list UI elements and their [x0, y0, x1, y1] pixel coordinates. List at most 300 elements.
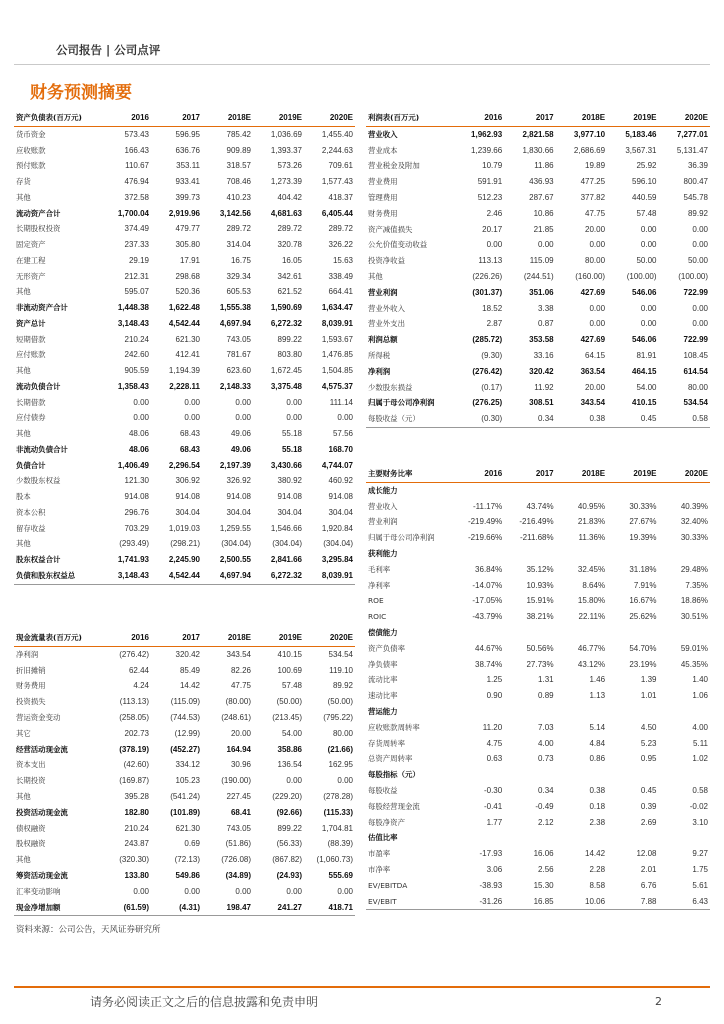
- value-cell: 55.18: [281, 444, 302, 454]
- value-cell: 326.22: [328, 240, 353, 249]
- value-cell: (276.42): [119, 649, 149, 659]
- value-cell: [453, 546, 504, 562]
- value-cell: 781.67: [226, 350, 251, 360]
- value-cell: 636.76: [175, 145, 200, 155]
- value-cell: 1,593.67: [321, 334, 353, 344]
- table-row: [366, 316, 710, 332]
- value-cell: 623.60: [226, 366, 251, 375]
- value-cell: 2,148.33: [219, 381, 251, 391]
- value-cell: 460.92: [328, 476, 353, 486]
- value-cell: (169.87): [119, 776, 149, 786]
- value-cell: 11.86: [534, 161, 554, 171]
- value-cell: 2,228.11: [169, 381, 200, 391]
- value-cell: 545.78: [683, 192, 708, 202]
- value-cell: 11.36%: [578, 533, 606, 543]
- table-row: [366, 269, 710, 285]
- value-cell: 0.00: [286, 886, 302, 896]
- value-cell: 27.67%: [629, 517, 657, 527]
- value-cell: 7.88: [607, 894, 658, 910]
- table-title: 主要财务比率: [366, 466, 453, 482]
- value-cell: 7.03: [538, 722, 554, 732]
- value-cell: 18.86%: [680, 596, 708, 606]
- table-row: [366, 609, 710, 625]
- value-cell: -31.26: [453, 894, 504, 910]
- value-cell: 0.69: [184, 839, 200, 849]
- row-label: 其他: [16, 791, 31, 801]
- table-row: [14, 237, 355, 253]
- row-label: 现金净增加额: [14, 900, 100, 916]
- value-cell: 914.08: [277, 492, 302, 501]
- row-label: 营业利润: [368, 517, 398, 527]
- row-label: 市盈率: [368, 849, 391, 859]
- value-cell: 4,542.44: [151, 568, 202, 584]
- table-row: [14, 900, 355, 916]
- value-cell: 54.70%: [629, 643, 657, 653]
- value-cell: 377.82: [580, 192, 606, 202]
- row-label: 投资损失: [16, 697, 46, 707]
- value-cell: [659, 625, 711, 641]
- value-cell: 305.80: [175, 240, 200, 249]
- table-header-row: [14, 630, 355, 646]
- value-cell: 5.11: [693, 738, 708, 748]
- row-label: EV/EBIT: [366, 894, 453, 910]
- value-cell: 81.91: [636, 350, 657, 360]
- value-cell: 314.04: [226, 240, 251, 249]
- value-cell: [504, 625, 555, 641]
- value-cell: (867.82): [272, 855, 302, 865]
- value-cell: 5,183.46: [625, 129, 657, 139]
- value-cell: 168.70: [328, 444, 353, 454]
- value-cell: (258.05): [119, 712, 149, 722]
- value-cell: 1,259.55: [219, 523, 251, 533]
- value-cell: 0.00: [640, 319, 657, 329]
- row-label: 利润总额: [368, 335, 398, 345]
- value-cell: 0.87: [538, 319, 554, 329]
- value-cell: 477.25: [580, 177, 606, 187]
- value-cell: 7.91%: [633, 580, 657, 590]
- table-header-row: [14, 110, 355, 126]
- value-cell: [607, 704, 658, 720]
- value-cell: 80.00: [687, 382, 708, 392]
- value-cell: 703.29: [124, 523, 149, 533]
- row-label: 归属于母公司净利润: [368, 533, 435, 543]
- value-cell: 45.35%: [680, 659, 708, 669]
- value-cell: [556, 830, 607, 846]
- value-cell: 1,358.43: [117, 381, 149, 391]
- value-cell: (21.66): [327, 744, 353, 754]
- value-cell: 1,476.85: [321, 350, 353, 360]
- value-cell: -11.17%: [472, 501, 503, 511]
- value-cell: (72.13): [174, 855, 200, 865]
- value-cell: (115.09): [170, 697, 200, 707]
- row-label: 成长能力: [368, 485, 398, 495]
- value-cell: 1,622.48: [168, 303, 200, 312]
- row-label: EV/EBITDA: [368, 880, 408, 890]
- value-cell: 785.42: [226, 129, 251, 139]
- row-label: 营业收入: [368, 129, 398, 139]
- row-label: 股本: [16, 492, 31, 501]
- value-cell: 334.12: [175, 760, 200, 770]
- value-cell: 15.80%: [577, 596, 606, 606]
- row-label: 资产总计: [16, 318, 46, 328]
- table-row: [366, 799, 710, 815]
- row-label: 公允价值变动收益: [368, 240, 428, 250]
- value-cell: 5.61: [692, 880, 708, 890]
- value-cell: 48.06: [128, 429, 149, 438]
- value-cell: (92.66): [276, 807, 302, 817]
- value-cell: 296.76: [124, 507, 149, 517]
- table-row: [366, 499, 710, 515]
- value-cell: 2,919.96: [168, 208, 200, 218]
- row-label: 财务费用: [16, 681, 46, 691]
- row-label: 留存收益: [16, 523, 46, 533]
- value-cell: 2.12: [538, 817, 554, 827]
- value-cell: 464.15: [632, 366, 657, 376]
- value-cell: (795.22): [323, 712, 353, 722]
- table-row: [366, 174, 710, 190]
- value-cell: 899.22: [277, 823, 302, 833]
- table-row: [14, 206, 355, 222]
- value-cell: 18.52: [482, 303, 503, 313]
- row-label: 应收账款周转率: [368, 722, 420, 732]
- row-label: 其它: [16, 728, 31, 738]
- value-cell: 11.20: [482, 722, 503, 732]
- value-cell: 1,590.69: [270, 303, 302, 312]
- value-cell: 440.59: [632, 192, 657, 202]
- row-label: 财务费用: [368, 208, 398, 218]
- value-cell: 119.10: [329, 665, 353, 675]
- value-cell: 2,841.66: [270, 555, 302, 564]
- value-cell: 30.51%: [680, 612, 708, 622]
- value-cell: 4.50: [640, 722, 657, 732]
- table-row: [366, 830, 710, 846]
- row-label: 速动比率: [368, 691, 398, 701]
- value-cell: 3,148.43: [100, 568, 151, 584]
- table-row: [14, 789, 355, 805]
- row-label: 股东权益合计: [16, 555, 61, 564]
- value-cell: 0.73: [538, 754, 554, 764]
- row-label: 营业税金及附加: [368, 161, 420, 171]
- table-row: [14, 489, 355, 505]
- value-cell: 0.00: [133, 397, 149, 407]
- value-cell: 31.18%: [629, 564, 657, 574]
- value-cell: 38.21%: [526, 612, 554, 622]
- year-header: 2017: [151, 630, 202, 646]
- value-cell: 89.92: [332, 681, 353, 691]
- table-title: 资产负债表(百万元): [14, 110, 100, 126]
- value-cell: 343.54: [580, 398, 606, 408]
- table-row: [366, 846, 710, 862]
- value-cell: 57.48: [281, 681, 302, 691]
- table-row: [14, 884, 355, 900]
- table-row: [366, 206, 710, 222]
- value-cell: 4.75: [486, 738, 503, 748]
- value-cell: 591.91: [477, 177, 503, 187]
- value-cell: [556, 704, 607, 720]
- value-cell: 0.00: [337, 776, 353, 786]
- value-cell: 905.59: [124, 366, 149, 375]
- value-cell: (278.28): [323, 791, 353, 801]
- value-cell: 0.00: [235, 413, 251, 423]
- row-label: 估值比率: [368, 833, 398, 843]
- value-cell: 4.84: [589, 738, 606, 748]
- value-cell: 166.43: [124, 145, 149, 155]
- value-cell: 1,448.38: [117, 303, 149, 312]
- value-cell: 21.85: [533, 224, 554, 234]
- value-cell: 23.19%: [629, 659, 657, 669]
- value-cell: 50.00: [636, 256, 657, 266]
- value-cell: -0.49: [535, 801, 554, 811]
- value-cell: 115.09: [529, 256, 554, 266]
- value-cell: 3,977.10: [573, 129, 606, 139]
- row-label: 筹资活动现金流: [16, 870, 68, 880]
- value-cell: [504, 482, 555, 498]
- value-cell: 1.13: [589, 691, 606, 701]
- value-cell: 19.39%: [629, 533, 657, 543]
- value-cell: 2.87: [486, 319, 503, 329]
- value-cell: 304.04: [175, 507, 200, 517]
- value-cell: 914.08: [226, 492, 251, 501]
- table-row: [366, 143, 710, 159]
- value-cell: -43.79%: [472, 612, 503, 622]
- value-cell: 1.40: [692, 675, 708, 685]
- value-cell: 0.89: [538, 691, 554, 701]
- value-cell: 614.54: [683, 366, 708, 376]
- value-cell: 182.80: [124, 807, 149, 817]
- value-cell: 0.00: [337, 886, 353, 896]
- value-cell: 15.30: [533, 880, 554, 890]
- table-row: [14, 190, 355, 206]
- row-label: 其他: [16, 855, 31, 865]
- value-cell: 914.08: [124, 492, 149, 501]
- value-cell: 358.86: [277, 744, 302, 754]
- table-row: [14, 646, 355, 662]
- value-cell: [504, 767, 555, 783]
- row-label: 无形资产: [16, 271, 46, 281]
- value-cell: -211.68%: [519, 533, 554, 543]
- row-label: 营运资金变动: [16, 712, 61, 722]
- value-cell: 0.00: [235, 886, 251, 896]
- value-cell: 0.45: [640, 785, 657, 795]
- value-cell: [659, 482, 711, 498]
- value-cell: (101.89): [170, 807, 200, 817]
- value-cell: 0.45: [607, 411, 658, 427]
- value-cell: 0.00: [589, 319, 606, 329]
- table-row: [14, 852, 355, 868]
- value-cell: (213.45): [272, 712, 302, 722]
- value-cell: 803.80: [277, 350, 302, 360]
- row-label: 营业外收入: [368, 303, 405, 313]
- value-cell: 36.39: [687, 161, 708, 171]
- value-cell: 546.06: [632, 287, 657, 297]
- value-cell: 80.00: [585, 256, 606, 266]
- value-cell: 21.83%: [577, 517, 606, 527]
- value-cell: 0.39: [640, 801, 657, 811]
- row-label: 其他: [16, 366, 31, 375]
- value-cell: (744.53): [170, 712, 200, 722]
- value-cell: 0.00: [640, 303, 657, 313]
- value-cell: 3,295.84: [321, 555, 353, 564]
- table-row: [14, 473, 355, 489]
- value-cell: 621.52: [277, 287, 302, 297]
- value-cell: [659, 704, 711, 720]
- value-cell: -17.05%: [472, 596, 503, 606]
- table-row: [366, 222, 710, 238]
- row-label: 短期借款: [16, 334, 46, 344]
- value-cell: 4,575.37: [321, 381, 353, 391]
- value-cell: (293.49): [119, 539, 149, 549]
- value-cell: 914.08: [175, 492, 200, 501]
- value-cell: (34.89): [225, 870, 251, 880]
- row-label: 投资净收益: [368, 256, 405, 266]
- value-cell: 62.44: [128, 665, 149, 675]
- value-cell: 308.51: [529, 398, 554, 408]
- value-cell: 100.69: [277, 665, 302, 675]
- value-cell: 89.92: [687, 208, 708, 218]
- value-cell: 0.00: [286, 413, 302, 423]
- value-cell: 6.43: [659, 894, 711, 910]
- row-label: 每股指标（元）: [368, 770, 420, 780]
- value-cell: 410.15: [632, 398, 657, 408]
- value-cell: 909.89: [226, 145, 251, 155]
- row-label: 债权融资: [16, 823, 46, 833]
- row-label: 预付账款: [16, 161, 46, 171]
- row-label: 净利率: [368, 580, 391, 590]
- table-header-row: [366, 466, 710, 482]
- value-cell: 4.24: [133, 681, 149, 691]
- value-cell: 0.00: [692, 224, 708, 234]
- value-cell: [453, 767, 504, 783]
- value-cell: 0.00: [640, 224, 657, 234]
- row-label: 每股收益: [368, 785, 398, 795]
- value-cell: 800.47: [683, 177, 708, 187]
- value-cell: 1.39: [640, 675, 657, 685]
- value-cell: 664.41: [328, 287, 353, 297]
- value-cell: 596.10: [632, 177, 657, 187]
- page-number: 2: [655, 995, 662, 1008]
- value-cell: 0.34: [538, 785, 554, 795]
- value-cell: 534.54: [328, 649, 353, 659]
- value-cell: -38.93: [479, 880, 503, 890]
- value-cell: 0.38: [556, 411, 607, 427]
- year-header: 2016: [453, 466, 504, 482]
- value-cell: 3,148.43: [117, 318, 149, 328]
- value-cell: 133.80: [124, 870, 149, 880]
- value-cell: 80.00: [332, 728, 353, 738]
- value-cell: 8,039.91: [321, 318, 353, 328]
- row-label: 应付债券: [16, 413, 46, 423]
- value-cell: 16.85: [504, 894, 555, 910]
- table-row: [14, 536, 355, 552]
- value-cell: (304.04): [323, 539, 353, 549]
- table-row: [366, 237, 710, 253]
- table-row: [14, 726, 355, 742]
- row-label: 其他: [16, 287, 31, 297]
- value-cell: 427.69: [580, 287, 606, 297]
- value-cell: [504, 704, 555, 720]
- value-cell: (244.51): [523, 271, 554, 281]
- value-cell: 2.01: [640, 864, 657, 874]
- table-row: [366, 657, 710, 673]
- value-cell: 57.48: [636, 208, 657, 218]
- value-cell: [659, 767, 711, 783]
- value-cell: 19.89: [585, 161, 606, 171]
- value-cell: 0.58: [692, 785, 708, 795]
- value-cell: 1,019.03: [168, 523, 200, 533]
- value-cell: 418.71: [304, 900, 355, 916]
- value-cell: 0.00: [133, 886, 149, 896]
- value-cell: 6.76: [640, 880, 657, 890]
- value-cell: (726.08): [221, 855, 251, 865]
- value-cell: 113.13: [478, 256, 503, 266]
- row-label: 归属于母公司净利润: [368, 398, 435, 408]
- year-header: 2016: [100, 110, 151, 126]
- value-cell: -219.66%: [467, 533, 503, 543]
- value-cell: 596.95: [175, 129, 200, 139]
- value-cell: (160.00): [575, 271, 606, 281]
- value-cell: 1,672.45: [270, 366, 302, 375]
- table-row: [366, 253, 710, 269]
- table-row: [14, 678, 355, 694]
- value-cell: 38.74%: [475, 659, 503, 669]
- row-label: 管理费用: [368, 192, 398, 202]
- row-label: ROIC: [368, 612, 387, 622]
- value-cell: (541.24): [170, 791, 200, 801]
- table-row: [366, 158, 710, 174]
- value-cell: 0.00: [337, 413, 353, 423]
- value-cell: 10.06: [556, 894, 607, 910]
- value-cell: (0.30): [453, 411, 504, 427]
- table-row: [366, 364, 710, 380]
- value-cell: 68.43: [179, 429, 200, 438]
- row-label: 其他: [16, 539, 31, 549]
- value-cell: 105.23: [175, 776, 200, 786]
- value-cell: 48.06: [128, 444, 149, 454]
- value-cell: -0.02: [689, 801, 708, 811]
- value-cell: (1,060.73): [316, 855, 353, 865]
- value-cell: 304.04: [277, 507, 302, 517]
- table-row: [366, 625, 710, 641]
- row-label: 资产负债率: [368, 643, 405, 653]
- value-cell: 326.92: [226, 476, 251, 486]
- value-cell: 35.12%: [526, 564, 554, 574]
- year-header: 2019E: [607, 466, 658, 482]
- value-cell: 64.15: [585, 350, 606, 360]
- row-label: 资本公积: [16, 507, 46, 517]
- value-cell: 2,686.69: [573, 145, 606, 155]
- value-cell: 1,704.81: [321, 823, 353, 833]
- row-label: 资产减值损失: [368, 224, 413, 234]
- table-row: [366, 332, 710, 348]
- row-label: 毛利率: [368, 564, 391, 574]
- value-cell: 2.28: [589, 864, 606, 874]
- value-cell: 1,239.66: [471, 145, 503, 155]
- value-cell: 1.25: [486, 675, 503, 685]
- value-cell: 3,567.31: [625, 145, 657, 155]
- value-cell: [607, 625, 658, 641]
- value-cell: 2,821.58: [522, 129, 554, 139]
- row-label: 存货周转率: [368, 738, 405, 748]
- value-cell: 3,430.66: [270, 460, 302, 470]
- value-cell: 1,962.93: [471, 129, 503, 139]
- value-cell: 210.24: [124, 823, 149, 833]
- value-cell: (61.59): [100, 900, 151, 916]
- value-cell: 0.00: [486, 240, 503, 250]
- report-header: 公司报告 | 公司点评: [56, 43, 161, 57]
- value-cell: 10.93%: [526, 580, 554, 590]
- value-cell: 3,142.56: [219, 208, 251, 218]
- value-cell: (276.42): [472, 366, 503, 376]
